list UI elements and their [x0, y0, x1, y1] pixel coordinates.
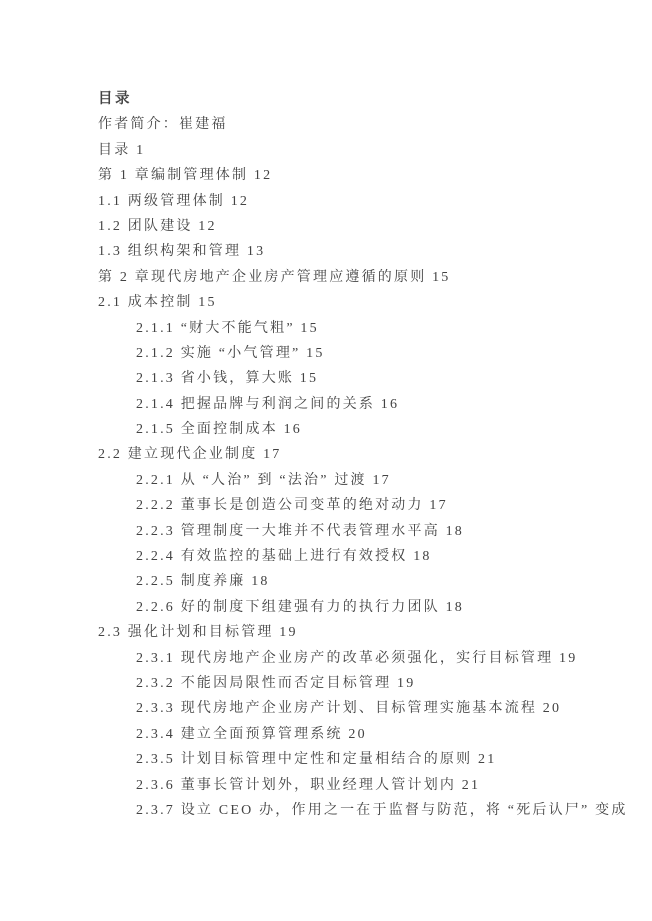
- toc-line: 2.3.2 不能因局限性而否定目标管理 19: [136, 675, 416, 691]
- toc-list: [98, 112, 628, 823]
- toc-line: 1.3 组织构架和管理 13: [98, 244, 266, 260]
- toc-line: 2.3.7 设立 CEO 办，作用之一在于监督与防范，将 “死后认尸” 变成: [136, 802, 628, 818]
- toc-line: 第 2 章现代房地产企业房产管理应遵循的原则 15: [98, 269, 451, 285]
- toc-line: 2.2.3 管理制度一大堆并不代表管理水平高 18: [136, 523, 464, 539]
- toc-line: 1.1 两级管理体制 12: [98, 193, 250, 209]
- toc-line: 2.3 强化计划和目标管理 19: [98, 625, 298, 641]
- toc-line: 作者简介：崔建福: [98, 117, 228, 133]
- toc-line: 2.3.4 建立全面预算管理系统 20: [136, 726, 367, 742]
- toc-line: 1.2 团队建设 12: [98, 218, 217, 234]
- toc-line: 2.2.5 制度养廉 18: [136, 574, 270, 590]
- toc-line: 2.2.2 董事长是创造公司变革的绝对动力 17: [136, 498, 448, 514]
- toc-line: 2.1.2 实施 “小气管理” 15: [136, 345, 325, 361]
- toc-title: 目录: [98, 91, 132, 107]
- toc-line: 2.2 建立现代企业制度 17: [98, 447, 282, 463]
- toc-line: 2.1.4 把握品牌与利润之间的关系 16: [136, 396, 400, 412]
- toc-line: 2.3.1 现代房地产企业房产的改革必须强化，实行目标管理 19: [136, 650, 578, 666]
- toc-line: 第 1 章编制管理体制 12: [98, 168, 273, 184]
- toc-line: 2.1.5 全面控制成本 16: [136, 422, 302, 438]
- toc-line: 2.3.5 计划目标管理中定性和定量相结合的原则 21: [136, 752, 497, 768]
- toc-line: 2.2.4 有效监控的基础上进行有效授权 18: [136, 549, 432, 565]
- toc-line: 2.2.1 从 “人治” 到 “法治” 过渡 17: [136, 472, 391, 488]
- toc-line: 2.1.1 “财大不能气粗” 15: [136, 320, 319, 336]
- toc-line: 2.2.6 好的制度下组建强有力的执行力团队 18: [136, 599, 464, 615]
- toc-line: 2.3.3 现代房地产企业房产计划、目标管理实施基本流程 20: [136, 701, 562, 717]
- toc-line: 2.1.3 省小钱，算大账 15: [136, 371, 319, 387]
- toc-line: 目录 1: [98, 142, 146, 158]
- toc-line: 2.3.6 董事长管计划外，职业经理人管计划内 21: [136, 777, 481, 793]
- toc-line: 2.1 成本控制 15: [98, 295, 217, 311]
